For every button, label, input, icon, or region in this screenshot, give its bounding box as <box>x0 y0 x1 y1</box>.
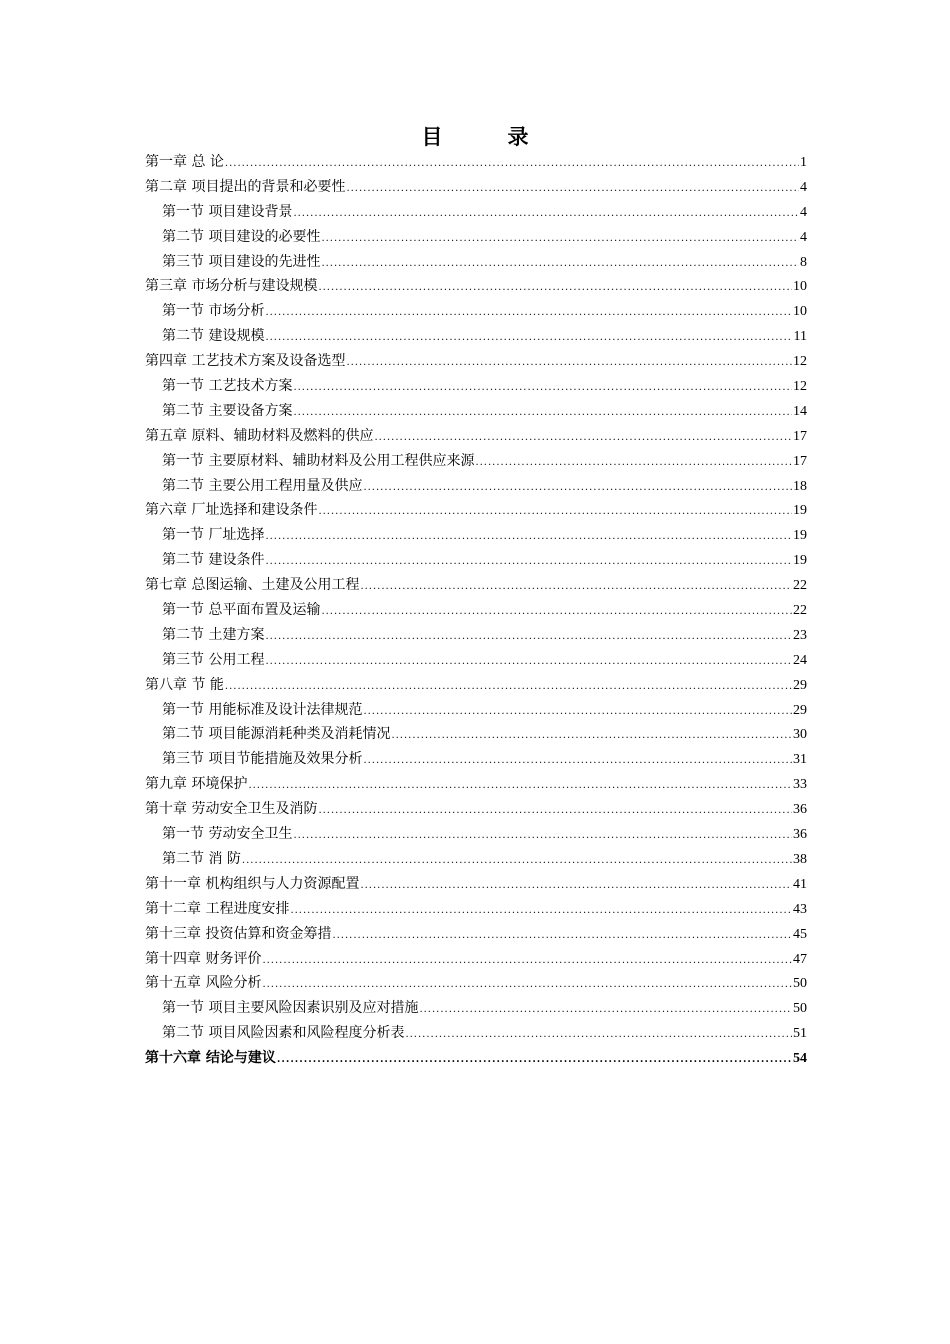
toc-entry[interactable] <box>145 698 807 723</box>
dot-leader <box>293 375 792 400</box>
toc-entry-title: 第一节 项目建设背景 <box>162 203 293 220</box>
dot-leader <box>360 574 792 599</box>
toc-entry-title: 第二节 建设条件 <box>162 552 265 569</box>
toc-entry[interactable] <box>145 947 807 972</box>
toc-entry-page-number: 47 <box>793 951 807 967</box>
toc-entry-title: 第一节 用能标准及设计法律规范 <box>162 701 363 718</box>
toc-entry-page-number: 12 <box>793 354 807 370</box>
toc-entry[interactable] <box>145 424 807 449</box>
toc-entry[interactable] <box>145 1046 807 1071</box>
toc-entry-page-number: 29 <box>793 702 807 718</box>
toc-entry[interactable] <box>145 548 807 573</box>
toc-entry-page-number: 1 <box>800 155 807 170</box>
toc-entry[interactable] <box>145 299 807 324</box>
toc-entry[interactable] <box>145 498 807 523</box>
toc-entry-title: 第十五章 风险分析 <box>145 975 262 992</box>
dot-leader <box>265 549 792 574</box>
toc-entry-page-number: 54 <box>793 1051 807 1067</box>
table-of-contents <box>145 150 807 1071</box>
toc-entry-page-number: 17 <box>793 453 807 469</box>
dot-leader <box>293 400 792 425</box>
toc-entry-title: 第十六章 结论与建议 <box>145 1050 276 1067</box>
toc-entry-page-number: 10 <box>793 279 807 295</box>
dot-leader <box>318 275 792 300</box>
toc-entry-page-number: 22 <box>793 578 807 594</box>
dot-leader <box>363 699 792 724</box>
toc-entry[interactable] <box>145 225 807 250</box>
toc-entry[interactable] <box>145 772 807 797</box>
toc-entry-page-number: 4 <box>800 229 807 245</box>
toc-entry-page-number: 30 <box>793 727 807 743</box>
toc-entry-title: 第一节 总平面布置及运输 <box>162 602 321 619</box>
toc-entry[interactable] <box>145 523 807 548</box>
toc-entry-title: 第十章 劳动安全卫生及消防 <box>145 801 318 818</box>
toc-title: 目 录 <box>421 124 551 149</box>
toc-entry-title: 第一节 厂址选择 <box>162 527 265 544</box>
toc-entry-title: 第九章 环境保护 <box>145 776 248 793</box>
toc-entry[interactable] <box>145 822 807 847</box>
toc-entry[interactable] <box>145 996 807 1021</box>
toc-entry[interactable] <box>145 175 807 200</box>
toc-entry-page-number: 19 <box>793 553 807 569</box>
dot-leader <box>332 923 792 948</box>
toc-entry[interactable] <box>145 673 807 698</box>
toc-entry-page-number: 18 <box>793 478 807 494</box>
toc-entry-page-number: 12 <box>793 379 807 395</box>
toc-entry-page-number: 19 <box>793 503 807 519</box>
toc-entry[interactable] <box>145 722 807 747</box>
dot-leader <box>346 176 799 201</box>
toc-entry[interactable] <box>145 274 807 299</box>
toc-entry-title: 第一节 劳动安全卫生 <box>162 826 293 843</box>
toc-entry[interactable] <box>145 374 807 399</box>
dot-leader <box>265 624 792 649</box>
toc-entry-page-number: 22 <box>793 603 807 619</box>
toc-entry[interactable] <box>145 200 807 225</box>
toc-entry[interactable] <box>145 847 807 872</box>
dot-leader <box>293 823 792 848</box>
toc-entry-title: 第二节 主要公用工程用量及供应 <box>162 477 363 494</box>
toc-entry[interactable] <box>145 922 807 947</box>
toc-entry-title: 第一章 总 论 <box>145 154 224 170</box>
toc-entry-page-number: 51 <box>793 1026 807 1042</box>
dot-leader <box>277 1047 792 1072</box>
toc-entry-title: 第一节 主要原材料、辅助材料及公用工程供应来源 <box>162 452 475 469</box>
dot-leader <box>363 475 792 500</box>
dot-leader <box>360 873 792 898</box>
toc-entry[interactable] <box>145 648 807 673</box>
toc-entry-title: 第二节 建设规模 <box>162 328 265 345</box>
dot-leader <box>293 201 799 226</box>
toc-entry-title: 第三节 项目建设的先进性 <box>162 253 321 270</box>
toc-entry-title: 第二章 项目提出的背景和必要性 <box>145 178 346 195</box>
toc-entry[interactable] <box>145 474 807 499</box>
toc-entry-page-number: 45 <box>793 926 807 942</box>
toc-entry-page-number: 38 <box>793 851 807 867</box>
dot-leader <box>290 898 792 923</box>
toc-entry-title: 第六章 厂址选择和建设条件 <box>145 502 318 519</box>
toc-entry-page-number: 50 <box>793 976 807 992</box>
dot-leader <box>265 649 792 674</box>
toc-entry-page-number: 14 <box>793 403 807 419</box>
toc-entry[interactable] <box>145 573 807 598</box>
toc-entry-title: 第二节 土建方案 <box>162 626 265 643</box>
toc-entry-title: 第一节 工艺技术方案 <box>162 378 293 395</box>
toc-entry-page-number: 23 <box>793 627 807 643</box>
toc-entry-page-number: 43 <box>793 901 807 917</box>
dot-leader <box>475 450 792 475</box>
toc-entry-page-number: 11 <box>793 329 807 345</box>
toc-entry-page-number: 10 <box>793 304 807 320</box>
dot-leader <box>346 350 792 375</box>
dot-leader <box>262 972 792 997</box>
dot-leader <box>248 773 792 798</box>
dot-leader <box>225 151 799 176</box>
toc-entry[interactable] <box>145 399 807 424</box>
toc-entry-page-number: 17 <box>793 428 807 444</box>
toc-entry-title: 第四章 工艺技术方案及设备选型 <box>145 353 346 370</box>
toc-entry-page-number: 8 <box>800 254 807 270</box>
toc-entry[interactable] <box>145 897 807 922</box>
toc-entry[interactable] <box>145 797 807 822</box>
toc-entry-page-number: 41 <box>793 876 807 892</box>
toc-entry[interactable] <box>145 598 807 623</box>
toc-entry[interactable] <box>145 150 807 175</box>
dot-leader <box>318 798 792 823</box>
toc-entry-page-number: 36 <box>793 827 807 843</box>
toc-entry-title: 第十一章 机构组织与人力资源配置 <box>145 875 360 892</box>
toc-entry-title: 第一节 市场分析 <box>162 303 265 320</box>
toc-entry-title: 第五章 原料、辅助材料及燃料的供应 <box>145 427 374 444</box>
toc-entry-title: 第七章 总图运输、土建及公用工程 <box>145 577 360 594</box>
toc-entry-page-number: 50 <box>793 1001 807 1017</box>
toc-entry-title: 第二节 项目建设的必要性 <box>162 228 321 245</box>
toc-entry-title: 第十四章 财务评价 <box>145 950 262 967</box>
toc-entry-title: 第二节 项目风险因素和风险程度分析表 <box>162 1025 405 1042</box>
toc-entry[interactable] <box>145 250 807 275</box>
dot-leader <box>391 723 792 748</box>
toc-entry-page-number: 31 <box>793 752 807 768</box>
toc-entry-title: 第一节 项目主要风险因素识别及应对措施 <box>162 1000 419 1017</box>
dot-leader <box>363 748 792 773</box>
dot-leader <box>265 300 792 325</box>
dot-leader <box>262 948 792 973</box>
toc-entry-title: 第二节 消 防 <box>162 850 241 867</box>
toc-entry-title: 第二节 项目能源消耗种类及消耗情况 <box>162 726 391 743</box>
toc-entry-title: 第八章 节 能 <box>145 676 224 693</box>
toc-entry[interactable] <box>145 623 807 648</box>
toc-entry[interactable] <box>145 971 807 996</box>
dot-leader <box>265 524 792 549</box>
dot-leader <box>405 1022 792 1047</box>
toc-entry[interactable] <box>145 449 807 474</box>
toc-entry[interactable] <box>145 1021 807 1046</box>
toc-entry[interactable] <box>145 872 807 897</box>
toc-entry-page-number: 19 <box>793 528 807 544</box>
dot-leader <box>321 251 799 276</box>
toc-entry-page-number: 4 <box>800 179 807 195</box>
toc-entry-page-number: 36 <box>793 802 807 818</box>
dot-leader <box>265 325 792 350</box>
toc-entry[interactable] <box>145 349 807 374</box>
dot-leader <box>374 425 792 450</box>
toc-entry-title: 第三节 项目节能措施及效果分析 <box>162 751 363 768</box>
dot-leader <box>225 674 792 699</box>
toc-entry-title: 第三章 市场分析与建设规模 <box>145 278 318 295</box>
dot-leader <box>242 848 792 873</box>
toc-entry[interactable] <box>145 747 807 772</box>
dot-leader <box>419 997 792 1022</box>
toc-entry-page-number: 24 <box>793 652 807 668</box>
dot-leader <box>321 226 799 251</box>
toc-entry-page-number: 33 <box>793 777 807 793</box>
dot-leader <box>321 599 792 624</box>
toc-entry-title: 第十三章 投资估算和资金筹措 <box>145 925 332 942</box>
toc-entry-title: 第三节 公用工程 <box>162 651 265 668</box>
toc-entry-page-number: 4 <box>800 204 807 220</box>
toc-entry-title: 第二节 主要设备方案 <box>162 402 293 419</box>
toc-entry-title: 第十二章 工程进度安排 <box>145 900 290 917</box>
dot-leader <box>318 499 792 524</box>
toc-entry-page-number: 29 <box>793 677 807 693</box>
toc-entry[interactable] <box>145 324 807 349</box>
